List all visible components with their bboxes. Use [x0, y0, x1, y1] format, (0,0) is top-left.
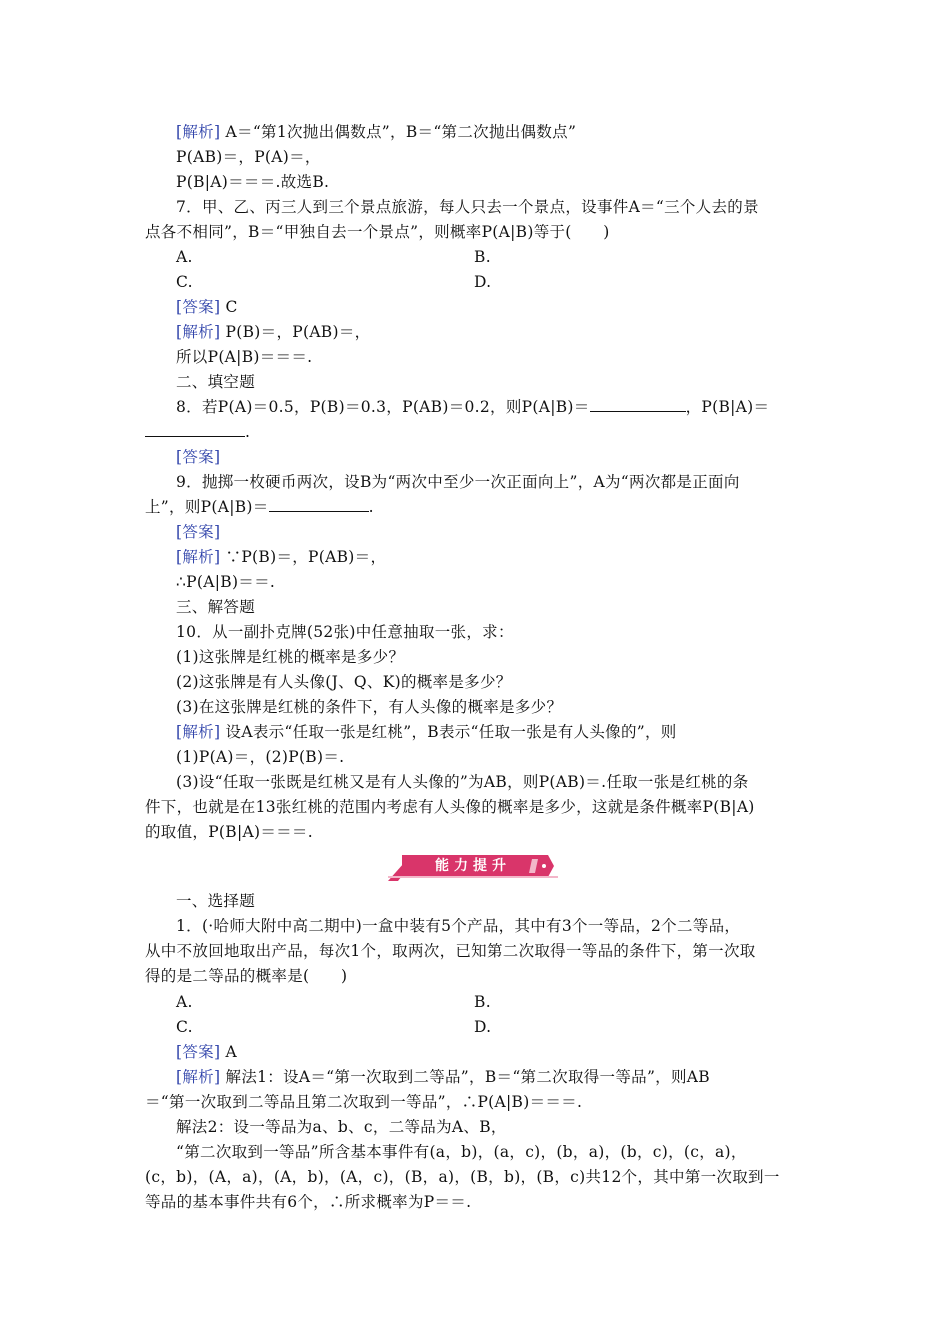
question-8: 8．若P(A)＝0.5，P(B)＝0.3，P(AB)＝0.2，则P(A|B)＝ ，P(B|A)＝	[176, 395, 769, 420]
text-line: (1)P(A)＝，(2)P(B)＝.	[176, 748, 345, 766]
answer-blank	[145, 420, 245, 437]
question-10: 10．从一副扑克牌(52张)中任意抽取一张，求：	[176, 623, 514, 641]
analysis-tag: [解析]	[176, 1068, 221, 1086]
answer-tag: [答案]	[176, 448, 221, 466]
text-line: ＝“第一次取到二等品且第二次取到一等品”，∴P(A|B)＝＝＝.	[145, 1093, 583, 1111]
analysis-line: [解析] 设A表示“任取一张是红桃”，B表示“任取一张是有人头像的”，则	[176, 723, 677, 741]
section-heading: 二、填空题	[176, 373, 256, 391]
option-row	[176, 245, 491, 270]
answer-tag: [答案]	[176, 298, 221, 316]
text-line: (c，b)，(A，a)，(A，b)，(A，c)，(B，a)，(B，b)，(B，c)共12个，其中第一次取到一	[145, 1168, 780, 1186]
section-banner	[388, 855, 558, 881]
text-line: 等品的基本事件共有6个，∴所求概率为P＝＝.	[145, 1193, 472, 1211]
section-heading: 三、解答题	[176, 598, 256, 616]
text-line: 点各不相同”，B＝“甲独自去一个景点”，则概率P(A|B)等于( )	[145, 223, 610, 241]
text-line: 件下，也就是在13张红桃的范围内考虑有人头像的概率是多少，这就是条件概率P(B|A)	[145, 798, 755, 816]
answer-blank	[269, 495, 369, 512]
question-9: 9．抛掷一枚硬币两次，设B为“两次中至少一次正面向上”，A为“两次都是正面向	[176, 473, 740, 491]
answer-line	[176, 520, 220, 545]
text-line: 的取值，P(B|A)＝＝＝.	[145, 823, 313, 841]
answer-line	[176, 445, 220, 470]
option-c: C.	[176, 1018, 193, 1036]
text-line: P(AB)＝，P(A)＝，	[176, 148, 321, 166]
question-1: 1．(·哈师大附中高二期中)一盒中装有5个产品，其中有3个一等品，2个二等品，	[176, 917, 741, 935]
option-row	[176, 990, 491, 1015]
analysis-line: [解析] P(B)＝，P(AB)＝，	[176, 323, 371, 341]
text-line: 得的是二等品的概率是( )	[145, 967, 348, 985]
answer-tag: [答案]	[176, 1043, 221, 1061]
question-7: 7．甲、乙、丙三人到三个景点旅游，每人只去一个景点，设事件A＝“三个人去的景	[176, 198, 759, 216]
option-b: B.	[474, 993, 491, 1011]
option-a: A.	[176, 248, 193, 266]
text-line: “第二次取到一等品”所含基本事件有(a，b)，(a，c)，(b，a)，(b，c)，(c，a)，	[176, 1143, 747, 1161]
text-line: .	[145, 420, 250, 445]
banner-title: 能力提升	[435, 858, 511, 874]
text-line: 从中不放回地取出产品，每次1个，取两次，已知第二次取得一等品的条件下，第一次取	[145, 942, 756, 960]
text-line: (2)这张牌是有人头像(J、Q、K)的概率是多少？	[176, 673, 512, 691]
option-a: A.	[176, 993, 193, 1011]
text-line: (1)这张牌是红桃的概率是多少？	[176, 648, 405, 666]
text-line: ∴P(A|B)＝＝.	[176, 573, 276, 591]
analysis-line: [解析] A＝“第1次抛出偶数点”，B＝“第二次抛出偶数点”	[176, 123, 577, 141]
text-line: P(B|A)＝＝＝.故选B.	[176, 173, 330, 191]
text-line: 所以P(A|B)＝＝＝.	[176, 348, 313, 366]
option-b: B.	[474, 248, 491, 266]
answer-blank	[590, 395, 686, 412]
option-row	[176, 270, 492, 295]
analysis-tag: [解析]	[176, 723, 221, 741]
section-heading: 一、选择题	[176, 892, 256, 910]
text-line: (3)设“任取一张既是红桃又是有人头像的”为AB，则P(AB)＝.任取一张是红桃的条	[176, 773, 749, 791]
option-d: D.	[474, 1018, 492, 1036]
analysis-line: [解析] 解法1：设A＝“第一次取到二等品”，B＝“第二次取得一等品”，则AB	[176, 1068, 710, 1086]
option-d: D.	[474, 273, 492, 291]
option-row	[176, 1015, 492, 1040]
answer-line: [答案] A	[176, 1043, 238, 1061]
analysis-line: [解析] ∵P(B)＝，P(AB)＝，	[176, 548, 387, 566]
answer-line: [答案] C	[176, 298, 238, 316]
text-line: 解法2：设一等品为a、b、c，二等品为A、B，	[176, 1118, 507, 1136]
option-c: C.	[176, 273, 193, 291]
answer-tag: [答案]	[176, 523, 221, 541]
analysis-tag: [解析]	[176, 548, 221, 566]
analysis-tag: [解析]	[176, 323, 221, 341]
text-line: 上”，则P(A|B)＝ .	[145, 495, 374, 520]
text-line: (3)在这张牌是红桃的条件下，有人头像的概率是多少？	[176, 698, 563, 716]
analysis-tag: [解析]	[176, 123, 221, 141]
